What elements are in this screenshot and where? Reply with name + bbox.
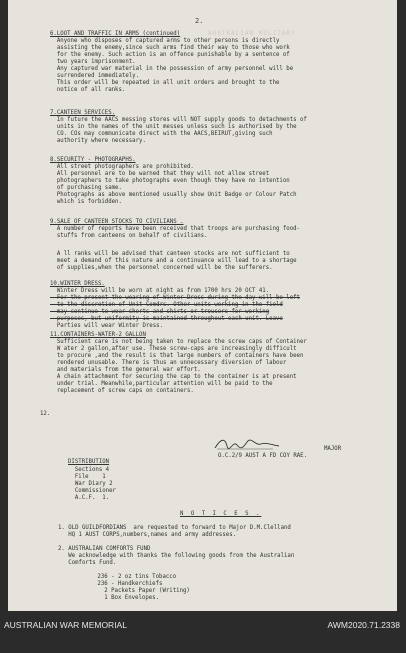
section-10-line: For the present the wearing of Winter Dress during the day will be left [50,295,300,301]
section-10-line: Winter Dress will be worn at night as from 1700 hrs 20 OCT 41. [50,288,270,294]
footer-bar [0,612,406,653]
section-6-line: assisting the enemy,since such arms find their way to those who work [50,45,290,51]
section-6-line: This order will be repeated in all unit orders and brought to the [50,80,280,86]
section-9-line: meet a demand of this nature and a continuance will lead to a shortage [50,258,297,264]
section-11-heading: 11.CONTAINERS-WATER-2 GALLON [50,332,146,338]
section-6-heading: 6.LOOT AND TRAFFIC IN ARMS (continued) [50,31,181,37]
distribution-item: A.C.F. 1. [68,495,110,501]
distribution-item: Sections 4 [68,467,110,473]
item-12-mark: 12. [40,411,51,417]
notice-1-line: HQ 1 AUST CORPS,numbers,names and army addresses. [58,532,237,538]
section-11-line: replacement of screw caps on containers. [50,388,194,394]
section-8-line: Photographs as above mentioned usually show Unit Badge or Colour Patch [50,192,297,198]
section-8-heading: 8.SECURITY - PHOTOGRAPHS. [50,157,136,163]
section-8-line: All street photographers are prohibited. [50,164,194,170]
notice-2-line: Comforts Fund. [58,560,117,566]
notice-2-line: We acknowledge with thanks the following goods from the Australian [58,553,295,559]
goods-item: 2 Packets Paper (Writing) [70,588,190,594]
section-9-line: A number of reports have been received that troops are purchasing food- [50,226,300,232]
signature-unit: O.C.2/9 AUST A FD COY RAE. [218,453,308,459]
distribution-item: Commissioner [68,488,116,494]
section-11-line: to procure ,and the result is that large numbers of containers have been [50,353,304,359]
section-7-line: authority where necessary. [50,138,146,144]
section-6-line: Any captured war material in the possession of army personnel will be [50,66,294,72]
section-6-line: Anyone who disposes of captured arms to other persons is directly [50,38,280,44]
page-number: 2. [195,17,204,25]
section-7-heading: 7.CANTEEN SERVICES. [50,110,116,116]
section-6-line: notice of all ranks. [50,87,126,93]
footer-accession-number: AWM2020.71.2338 [327,620,400,630]
section-11-line: under trial. Meanwhile,particular attention will be paid to the [50,381,273,387]
signature-icon [213,436,283,452]
goods-item: 236 - Handkerchiefs [70,581,163,587]
section-9-line: stuffs from canteens on behalf of civilians. [50,233,208,239]
section-8-line: photographers to take photographs even though they have no intention [50,178,290,184]
distribution-heading: DISTRIBUTION [68,459,110,465]
document-page [8,0,397,611]
distribution-item: File 1 [68,474,106,480]
section-11-line: rendered unusable. There is thus an unnecessary diversion of labour [50,360,287,366]
section-11-line: A chain attachment for securing the cap to the container is at present [50,374,297,380]
section-7-line: In future the AACS messing stores will NOT supply goods to detachments of [50,117,307,123]
footer-institution: AUSTRALIAN WAR MEMORIAL [4,620,127,630]
notice-2-line: 2. AUSTRALIAN COMFORTS FUND [58,546,151,552]
section-6-line: for the enemy. Such action is an offence punishable by a sentence of [50,52,290,58]
watermark: AUSTRALIAN MILITARY [208,30,296,37]
section-7-line: units in the names of the unit messes unless such is authorised by the [50,124,297,130]
section-10-heading: 10.WINTER DRESS. [50,281,105,287]
section-10-line: purposes, but uniformity is maintained throughout each unit. Leave [50,316,283,322]
section-10-line: Parties will wear Winter Dress. [50,323,163,329]
notices-title: N O T I C E S . [180,511,262,517]
distribution-item: War Diary 2 [68,481,113,487]
signature-rank: MAJOR [324,446,342,452]
section-11-line: W ater 2 gallon,after use. These screw-caps are increasingly difficult [50,346,297,352]
section-6-line: surrendered immediately. [50,73,140,79]
notice-1-line: 1. OLD GUILDFORDIANS are requested to forward to Major D.M.Clelland [58,525,291,531]
goods-item: 1 Box Envelopes. [70,595,160,601]
section-8-line: of purchasing same. [50,185,122,191]
section-8-line: All personnel are to be warned that they will not allow street [50,171,270,177]
section-8-line: which is forbidden. [50,199,122,205]
section-11-line: and materials from the general war effort. [50,367,201,373]
section-11-line: Sufficient care is not being taken to replace the screw caps of Container [50,339,307,345]
section-10-line: to the discretion of Unit Comdrs. Other units working in the field [50,302,283,308]
goods-item: 236 - 2 oz tins Tobacco [70,574,177,580]
section-9-heading: 9.SALE OF CANTEEN STOCKS TO CIVILIANS . [50,219,184,225]
section-7-line: CO. COs may communicate direct with the AACS,BEIRUT,giving such [50,131,273,137]
section-9-line: A ll ranks will be advised that canteen stocks are not sufficient to [50,251,290,257]
section-9-line: of supplies,when the personnel concerned will be the sufferers. [50,265,273,271]
section-10-line: may continue to wear shorts and shirts or trousers for working [50,309,270,315]
section-6-line: two years imprisonment. [50,59,136,65]
